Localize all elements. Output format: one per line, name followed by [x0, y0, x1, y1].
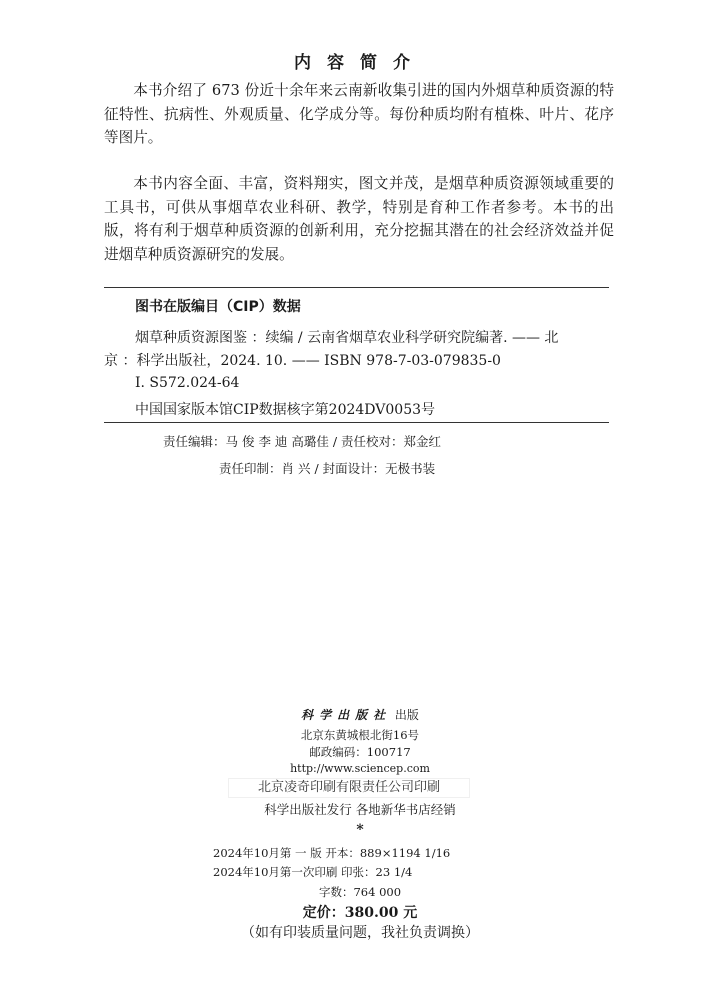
- edition-line-2: 2024年10月第一次印刷 印张：23 1/4: [213, 865, 413, 879]
- cip-line-4: 中国国家版本馆CIP数据核字第2024DV0053号: [135, 402, 436, 418]
- cip-heading: 图书在版编目（CIP）数据: [135, 299, 301, 315]
- page-title: 内容简介: [294, 53, 426, 73]
- separator-star: *: [356, 822, 364, 838]
- summary-paragraph-2: 本书内容全面、丰富，资料翔实，图文并茂，是烟草种质资源领域重要的工具书，可供从事烟草农业科研、教学，特别是育种工作者参考。本书的出版，将有利于烟草种质资源的创新利用，充分挖掘其潜在的社会经济效益并促进烟草种质资源研究的发展。: [104, 175, 614, 263]
- price: 定价：380.00 元: [302, 905, 418, 921]
- publisher-url: http://www.sciencep.com: [290, 762, 430, 775]
- staff-line-editors: 责任编辑：马 俊 李 迪 高璐佳 / 责任校对：郑金红: [163, 434, 442, 449]
- cip-line-1: 烟草种质资源图鉴 ：续编 / 云南省烟草农业科学研究院编著. —— 北: [135, 330, 559, 346]
- staff-line-printing: 责任印制：肖 兴 / 封面设计：无极书装: [219, 461, 436, 476]
- distribution-line: 科学出版社发行 各地新华书店经销: [264, 802, 456, 817]
- cip-line-2: 京 ：科学出版社，2024. 10. —— ISBN 978-7-03-079835-0: [104, 353, 501, 369]
- publisher-address: 北京东黄城根北街16号: [300, 728, 420, 742]
- publisher-line: [0, 706, 720, 723]
- word-count: 字数：764 000: [318, 885, 402, 899]
- publisher-name: 科学出版社: [301, 708, 392, 722]
- cip-bottom-rule: [104, 422, 609, 423]
- quality-notice: （如有印装质量问题，我社负责调换）: [241, 925, 479, 941]
- publisher-suffix: 出版: [394, 708, 419, 722]
- cip-line-3: Ⅰ. S572.024-64: [135, 375, 240, 391]
- postal-code: 邮政编码：100717: [309, 745, 411, 759]
- summary-paragraph-1: 本书介绍了 673 份近十余年来云南新收集引进的国内外烟草种质资源的特征特性、抗病性、外观质量、化学成分等。每份种质均附有植株、叶片、花序等图片。: [104, 82, 614, 146]
- printer-name: 北京凌奇印刷有限责任公司印刷: [228, 778, 470, 798]
- cip-top-rule: [104, 287, 609, 288]
- edition-line-1: 2024年10月第 一 版 开本：889×1194 1/16: [213, 846, 451, 860]
